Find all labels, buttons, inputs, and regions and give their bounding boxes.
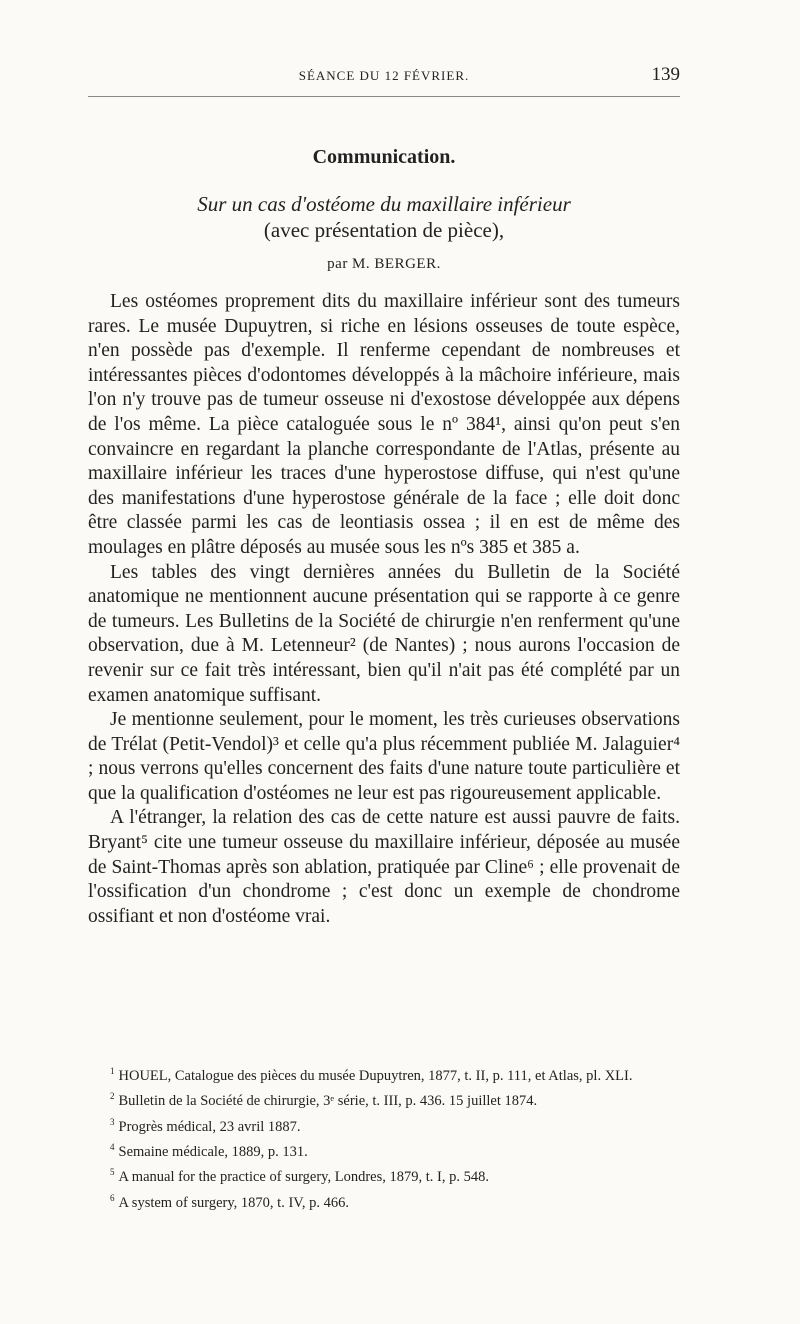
article-title: Sur un cas d'ostéome du maxillaire inférieur [197, 192, 571, 216]
footnote [88, 1188, 680, 1213]
paragraph: Les ostéomes proprement dits du maxillaire inférieur sont des tumeurs rares. Le musée Dupuytren, si riche en lésions osseuses de toute espèce, n'en possède pas d'exemple. Il renferme cependant de nombreuses et intéressantes pièces d'odontomes développés à la mâchoire inférieure, mais l'on n'y trouve pas de tumeur osseuse ni d'exostose développée aux dépens de l'os même. La pièce cataloguée sous le nº 384¹, ainsi qu'on peut s'en convaincre en regardant la planche correspondante de l'Atlas, présente au maxillaire inférieur les traces d'une hyperostose diffuse, qui n'est qu'une des manifestations d'une hyperostose générale de la face ; elle doit donc être classée parmi les cas de leontiasis ossea ; il en est de même des moulages en plâtre déposés au musée sous les nºs 385 et 385 a. [88, 291, 680, 558]
running-header [88, 64, 680, 86]
header-rule [88, 96, 680, 97]
page-number: 139 [651, 64, 680, 85]
footnote-text: Semaine médicale, 1889, p. 131. [118, 1143, 308, 1160]
paragraph: A l'étranger, la relation des cas de cette nature est aussi pauvre de faits. Bryant⁵ cite une tumeur osseuse du maxillaire inférieur, déposée au musée de Saint-Thomas après son ablation, pratiquée par Cline⁶ ; elle provenait de l'ossification d'un chondrome ; c'est donc un exemple de chondrome ossifiant et non d'ostéome vrai. [88, 807, 680, 927]
footnote [88, 1112, 680, 1137]
footnote-mark: 3 [110, 1116, 115, 1127]
footnote-mark: 6 [110, 1192, 115, 1203]
section-title: Communication. [312, 146, 456, 168]
footnotes [88, 1061, 680, 1213]
article-subtitle: (avec présentation de pièce), [263, 218, 505, 242]
footnote-text: Progrès médical, 23 avril 1887. [118, 1118, 301, 1135]
footnote-mark: 2 [110, 1091, 115, 1102]
footnote-text: A system of surgery, 1870, t. IV, p. 466. [118, 1194, 350, 1211]
footnote-mark: 1 [110, 1066, 115, 1076]
article-author: par M. BERGER. [327, 256, 441, 272]
footnote [88, 1061, 680, 1086]
footnote-mark: 4 [110, 1141, 115, 1152]
footnote-text: A manual for the practice of surgery, Londres, 1879, t. I, p. 548. [118, 1169, 489, 1186]
running-title: SÉANCE DU 12 FÉVRIER. [298, 68, 470, 83]
footnote [88, 1162, 680, 1187]
footnote [88, 1137, 680, 1162]
footnote-text: HOUEL, Catalogue des pièces du musée Dupuytren, 1877, t. II, p. 111, et Atlas, pl. XLI. [118, 1067, 633, 1084]
article-body [88, 290, 680, 929]
paragraph: Les tables des vingt dernières années du Bulletin de la Société anatomique ne mentionnent aucune présentation qui se rapporte à ce genre de tumeurs. Les Bulletins de la Société de chirurgie n'en renferment qu'une observation, due à M. Letenneur² (de Nantes) ; nous aurons l'occasion de revenir sur ce fait très intéressant, bien qu'il n'ait pas été complété par un examen anatomique suffisant. [88, 561, 680, 706]
footnote-text: Bulletin de la Société de chirurgie, 3ᵉ série, t. III, p. 436. 15 juillet 1874. [118, 1093, 538, 1110]
footnote [88, 1086, 680, 1111]
paragraph: Je mentionne seulement, pour le moment, les très curieuses observations de Trélat (Petit-Vendol)³ et celle qu'a plus récemment publiée M. Jalaguier⁴ ; nous verrons qu'elles concernent des faits d'une nature toute particulière et que la qualification d'ostéomes ne leur est pas rigoureusement applicable. [88, 709, 680, 804]
footnote-mark: 5 [110, 1167, 115, 1178]
